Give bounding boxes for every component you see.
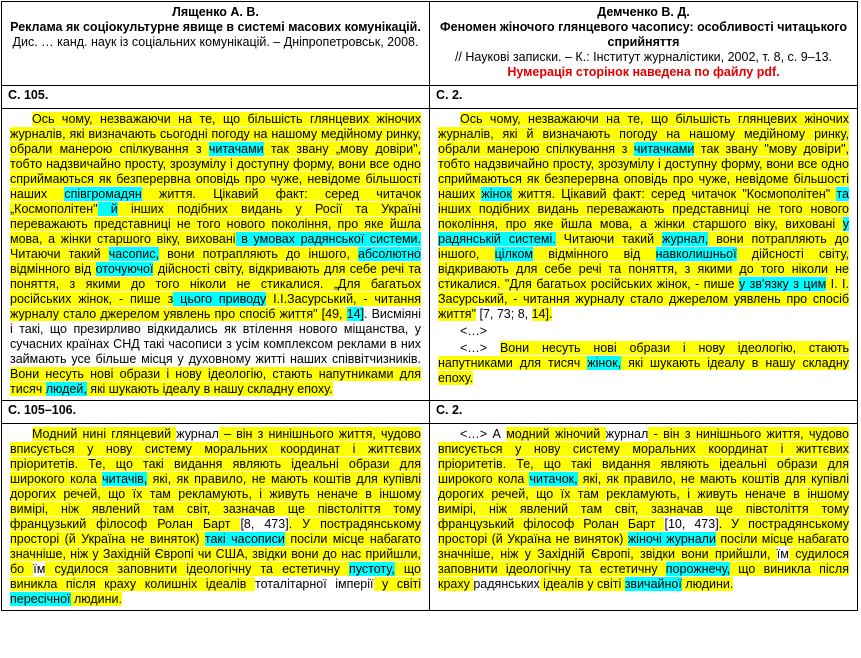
changed-word-highlight: часопис, [108,247,160,261]
matched-text-highlight: Читаючи такий [555,232,663,246]
unhighlighted-text: тоталітарної імперії [254,577,374,591]
changed-word-highlight: 14] [346,307,365,321]
matched-text-highlight: – він з нинішнього життя, чудово вписується у нову систему моральних координат і життєвих пріоритетів. Те, що такі видання являють ідеальні образи для широкого кола [10,427,421,486]
changed-word-highlight: абсолютно [357,247,421,261]
left-passage-1 [2,109,430,401]
page-label-row [2,401,858,424]
left-passage-2 [2,424,430,611]
changed-word-highlight: читачами [208,142,264,156]
matched-text-highlight: відмінного від [10,262,96,276]
right-passage-2 [430,424,858,611]
changed-word-highlight: читачів, [102,472,148,486]
matched-text-highlight: інших подібних видань переважають представниці не того нового покоління, про яке йшла мова, а жінки старшого віку, виховані [438,202,849,231]
matched-text-highlight: так звану „мову довіри", тобто надзвичайно просту, зрозумілу і доступну форму, вони все одно сприймаються як безперервна оповідь про чуже, невідоме більшості наших [10,142,421,201]
changed-word-highlight: та [836,187,849,201]
changed-word-highlight: звичайної [624,577,682,591]
left-citation: Дис. … канд. наук із соціальних комунікацій. – Дніпропетровськ, 2008. [12,35,419,49]
matched-text-highlight: вони потрапляють до іншого, [438,232,849,261]
unhighlighted-text: їм [776,547,789,561]
matched-text-highlight: дійсності світу, відкривають для себе речі та поняття, з якими до того ніколи не стикалися. „Для багатьох російських жінок, - пише з [10,262,422,306]
header-row [2,2,858,86]
passage-paragraph [438,112,849,322]
changed-word-highlight: співгромадян [64,187,142,201]
matched-text-highlight: життя. Цікавий факт: серед читачок "Космополітен" [511,187,837,201]
matched-text-highlight: Вони несуть нові образи і нову ідеологію, стають напутниками для тисяч [10,367,421,396]
matched-text-highlight: так звану "мову довіри", тобто надзвичайно просту, зрозумілу і доступну форму, вони все одно сприймаються як безперервна оповідь про чуже, невідоме більшості наших [438,142,849,201]
matched-text-highlight: . У пострадянському просторі (й Україна не виняток) [10,517,421,546]
matched-text-highlight: Модний нині глянцевий [32,427,177,441]
changed-word-highlight: журнал, [662,232,709,246]
passage-row [2,424,858,611]
matched-text-highlight: судилося заповнити ідеологічну та естетичну [438,547,849,576]
matched-text-highlight: які, як правило, не мають коштів для купівлі дорогих речей, що їх там рекламують, і живуть неначе в іншому вимірі, ніж явлений там світ, зазначав ще півстоліття тому французький філософ Ролан Барт [438,472,849,531]
matched-text-highlight: інших подібних видань у Росії та Україні переважають представниці не того нового покоління, про яке йшла мова, а жінки старшого віку, виховані [10,202,421,246]
changed-word-highlight: цілком [494,247,534,261]
matched-text-highlight: Ось чому, незважаючи на те, що більшість глянцевих жіночих журналів, які й визначають погоду на нашому медійному ринку, обрали манерою спілкування з [438,112,849,156]
comparison-table [1,1,858,611]
passage-paragraph [10,112,421,397]
matched-text-highlight: І. І. Засурський, - читання журналу стало джерелом уявлень про спосіб життя" [438,277,849,321]
matched-text-highlight: Вони несуть нові образи і нову ідеологію, стають напутниками для тисяч [438,341,849,370]
right-title: Феномен жіночого глянцевого часопису: особливості читацького сприйняття [439,20,848,49]
changed-word-highlight: оточуючої [95,262,154,276]
matched-text-highlight: які шукають ідеалу в нашу складну епоху. [438,356,849,385]
passage-paragraph [10,427,421,607]
changed-word-highlight: такі часописи [204,532,285,546]
right-page-label: С. 2. [430,401,858,424]
matched-text-highlight: людини. [681,577,734,591]
changed-word-highlight: цього приводу [173,292,267,306]
matched-text-highlight: посіли місце набагато значніше, ніж у Західній Європі, звідки вони прийшли, [438,532,849,561]
passage-gap: <…> [460,324,488,338]
matched-text-highlight: ідеалів у світі [539,577,625,591]
matched-text-highlight: модний жіночий [506,427,606,441]
changed-word-highlight: людей, [45,382,87,396]
changed-word-highlight: навколишньої [655,247,737,261]
unhighlighted-text: радянських [473,577,540,591]
changed-word-highlight: жінок [481,187,512,201]
changed-word-highlight: й [97,202,118,216]
matched-text-highlight: 14]. [531,307,553,321]
matched-text-highlight: - він з нинішнього життя, чудово вписується у нову систему моральних координат і життєвих пріоритетів. Те, що такі видання являють ідеальні образи для широкого кола [438,427,849,486]
left-title: Реклама як соціокультурне явище в системі масових комунікацій. [10,20,421,34]
matched-text-highlight: вони потрапляють до іншого, [159,247,358,261]
matched-text-highlight: які шукають ідеалу в нашу складну епоху. [86,382,333,396]
changed-word-highlight: у зв'язку з цим [738,277,827,291]
matched-text-highlight: дійсності світу, відкривають для себе речі та поняття, з якими до того ніколи не стикалися. "Для багатьох російських жінок, - пише [438,247,849,291]
passage-paragraph [438,341,849,386]
changed-word-highlight: жінок, [587,356,622,370]
matched-text-highlight: Ось чому, незважаючи на те, що більшість глянцевих жіночих журналів, які визначають сьогодні погоду на нашому медійному ринку, обрали манерою спілкування з [10,112,421,156]
right-author: Демченко В. Д. [597,5,690,19]
right-page-label: С. 2. [430,86,858,109]
unhighlighted-text: [10, 473] [664,517,719,531]
changed-word-highlight: жіночі журнали [627,532,716,546]
unhighlighted-text: <…> А [460,427,507,441]
matched-text-highlight: життя. Цікавий факт: серед читачок „Космополітен" [10,187,421,216]
left-page-label: С. 105. [2,86,430,109]
matched-text-highlight: які, як правило, не мають коштів для купівлі дорогих речей, що їх там рекламують, і живуть неначе в іншому вимірі, ніж явлений там світ, зазначав ще півстоліття тому французький філософ Ролан Барт [10,472,421,531]
right-citation: // Наукові записки. – К.: Інститут журналістики, 2002, т. 8, с. 9–13. [454,50,833,64]
left-source-header [2,2,430,86]
matched-text-highlight: людини. [70,592,123,606]
matched-text-highlight: у світі [373,577,421,591]
matched-text-highlight: посіли місце набагато значніше, ніж у Західній Європі чи США, звідки вони до нас прийшли, бо [10,532,421,576]
changed-word-highlight: у радянській системі. [438,217,849,246]
unhighlighted-text: [7, 73; 8, [476,307,532,321]
matched-text-highlight: що виникла після краху колишніх ідеалів [10,562,422,591]
unhighlighted-text: <…> [460,341,500,355]
matched-text-highlight: Читаючи такий [10,247,109,261]
matched-text-highlight: . У пострадянському просторі (й Україна не виняток) [438,517,850,546]
unhighlighted-text: журнал [176,427,219,441]
unhighlighted-text: [8, 473] [240,517,289,531]
page-numbering-note: Нумерація сторінок наведена по файлу pdf. [507,65,780,79]
page-label-row [2,86,858,109]
passage-paragraph [438,427,849,592]
right-source-header [430,2,858,86]
matched-text-highlight: відмінного від [533,247,656,261]
changed-word-highlight: в умовах радянської системи. [235,232,421,246]
changed-word-highlight: читачок, [529,472,578,486]
matched-text-highlight: що виникла після краху [438,562,849,591]
unhighlighted-text: . Висміяні і такі, що презирливо відкидались як втілення нового міщанства, у сучасних країнах СНД такі часописи з усім комплексом реклами в них займають усе більше місця у духовному житті наших співвітчизників. [10,307,421,366]
changed-word-highlight: пустоту, [349,562,395,576]
changed-word-highlight: пересічної [10,592,71,606]
unhighlighted-text: їм [33,562,46,576]
left-author: Лященко А. В. [172,5,259,19]
right-passage-1 [430,109,858,401]
unhighlighted-text: журнал [605,427,649,441]
left-page-label: С. 105–106. [2,401,430,424]
changed-word-highlight: порожнечу, [665,562,731,576]
passage-row [2,109,858,401]
changed-word-highlight: читачками [633,142,695,156]
matched-text-highlight: судилося заповнити ідеологічну та естетичну [45,562,350,576]
matched-text-highlight: І.І.Засурський, - читання журналу стало джерелом уявлень про спосіб життя" [49, [10,292,421,321]
